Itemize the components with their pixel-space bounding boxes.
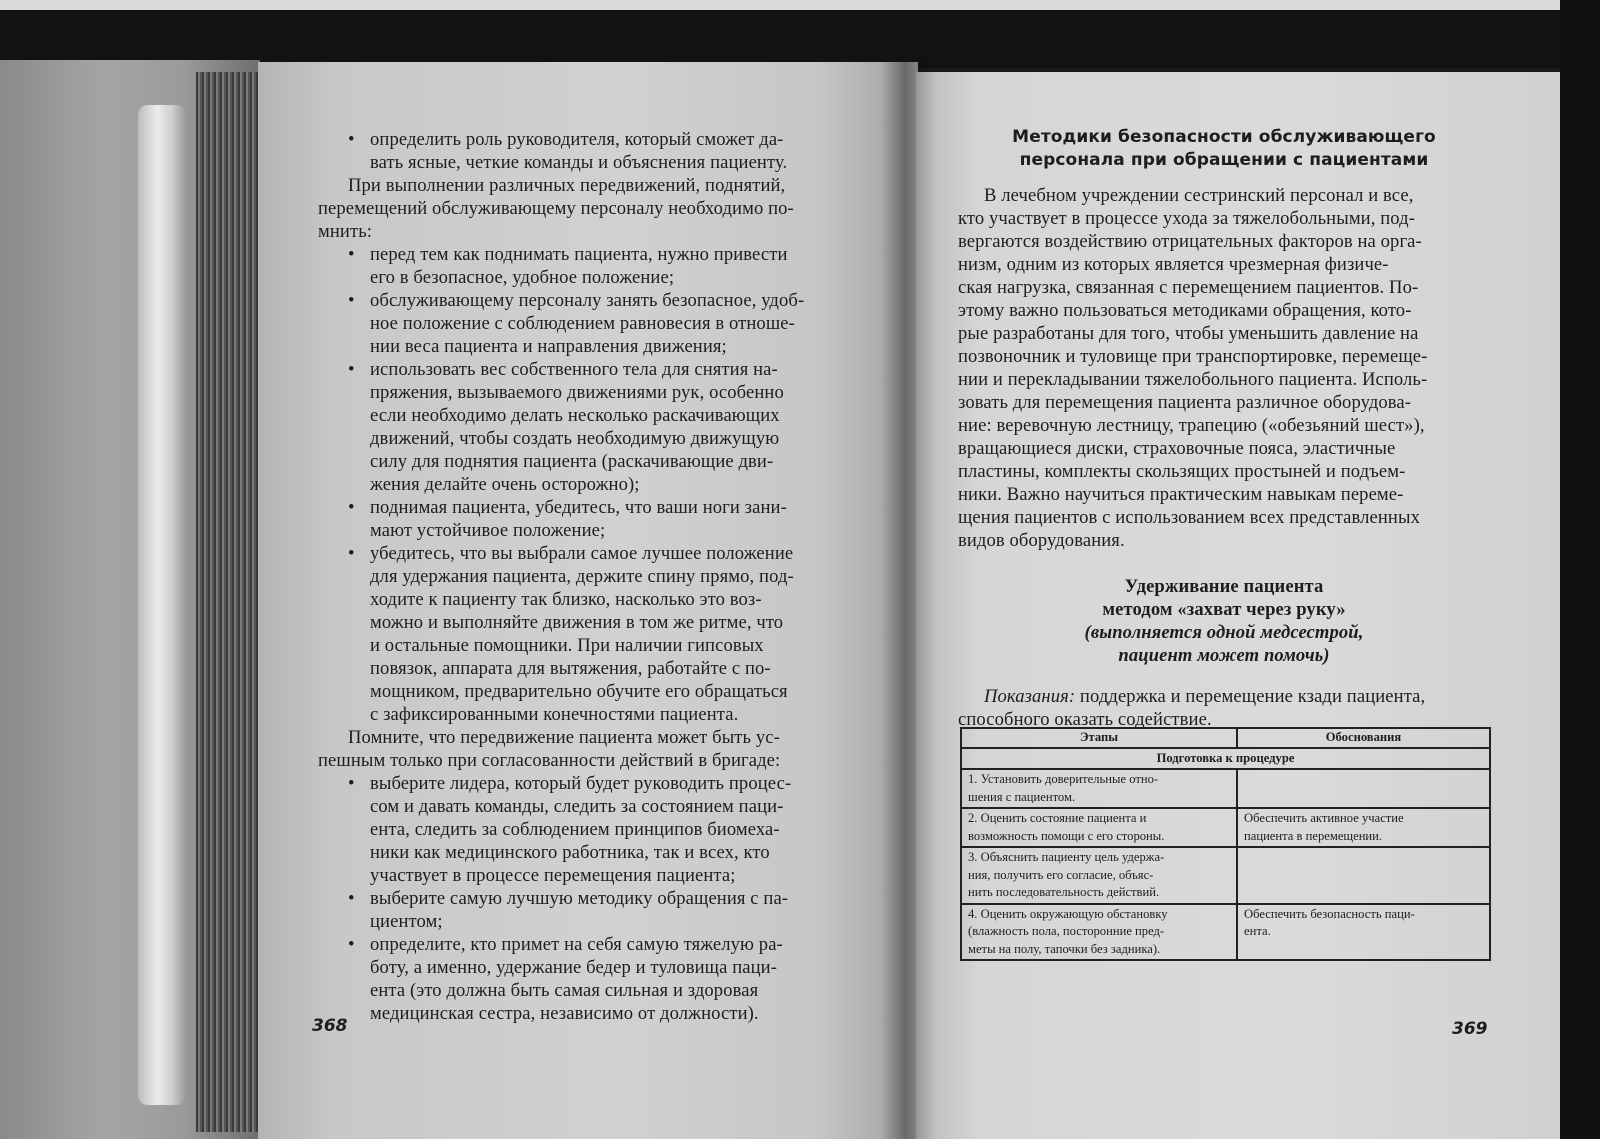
text-line: мощником, предварительно обучите его обращаться xyxy=(370,681,788,702)
text-line: этому важно пользоваться методиками обращения, кото- xyxy=(958,300,1412,321)
text-line: для удержания пациента, держите спину прямо, под- xyxy=(370,566,794,587)
text-line: с зафиксированными конечностями пациента. xyxy=(370,704,739,725)
scanner-edge-right xyxy=(1560,0,1600,1139)
text-line: При выполнении различных передвижений, поднятий, xyxy=(348,175,786,196)
text-line: • поднимая пациента, убедитесь, что ваши ноги зани- xyxy=(348,497,787,518)
intro-paragraph xyxy=(958,184,1490,552)
indications-text: способного оказать содействие. xyxy=(958,709,1212,730)
text-line: его в безопасное, удобное положение; xyxy=(370,267,675,288)
text-line: силу для поднятия пациента (раскачивающие дви- xyxy=(370,451,774,472)
bullet-icon: • xyxy=(348,244,355,265)
table-row xyxy=(961,769,1490,808)
subsection-title xyxy=(958,575,1490,621)
text-line: • использовать вес собственного тела для снятия на- xyxy=(348,359,778,380)
text-line: позвоночник и туловище при транспортировке, перемеще- xyxy=(958,346,1428,367)
text-line: зовать для перемещения пациента различное оборудова- xyxy=(958,392,1412,413)
step-cell xyxy=(961,808,1237,847)
text-line: ская нагрузка, связанная с перемещением пациентов. По- xyxy=(958,277,1419,298)
reason-line: Обеспечить активное участие xyxy=(1244,811,1404,825)
indications xyxy=(958,685,1490,731)
text-line: и остальные помощники. При наличии гипсовых xyxy=(370,635,764,656)
bullet-icon: • xyxy=(348,290,355,311)
text-line: мают устойчивое положение; xyxy=(370,520,606,541)
table-row xyxy=(961,808,1490,847)
table-header-row xyxy=(961,728,1490,748)
text-line: • выберите самую лучшую методику обращения с па- xyxy=(348,888,789,909)
indications-label: Показания: xyxy=(984,686,1076,707)
step-line: 1. Установить доверительные отно- xyxy=(968,772,1159,786)
text-line: вать ясные, четкие команды и объяснения пациенту. xyxy=(370,152,788,173)
step-cell xyxy=(961,904,1237,961)
page-edges xyxy=(196,72,260,1132)
text-line: ники. Важно научиться практическим навыкам переме- xyxy=(958,484,1404,505)
subtitle-line: методом «захват через руку» xyxy=(1102,599,1346,620)
right-page-text xyxy=(958,126,1490,731)
step-line: шения с пациентом. xyxy=(968,789,1076,804)
reason-cell xyxy=(1237,847,1490,904)
bullet-icon: • xyxy=(348,888,355,909)
text-line: Помните, что передвижение пациента может быть ус- xyxy=(348,727,780,748)
text-line: кто участвует в процессе ухода за тяжелобольными, под- xyxy=(958,208,1415,229)
text-line: В лечебном учреждении сестринский персонал и все, xyxy=(984,185,1414,206)
text-line: нии веса пациента и направления движения; xyxy=(370,336,727,357)
text-line: ента, следить за соблюдением принципов биомеха- xyxy=(370,819,780,840)
text-line: низм, одним из которых является чрезмерная физиче- xyxy=(958,254,1389,275)
text-line: боту, а именно, удержание бедер и туловища паци- xyxy=(370,957,777,978)
scanner-edge xyxy=(0,0,1600,10)
text-line: вергаются воздействию отрицательных факторов на орга- xyxy=(958,231,1422,252)
text-line: ние: веревочную лестницу, трапецию («обезьяний шест»), xyxy=(958,415,1425,436)
column-header: Обоснования xyxy=(1237,728,1490,748)
text-line: рые разработаны для того, чтобы уменьшить давление на xyxy=(958,323,1419,344)
text-line: • перед тем как поднимать пациента, нужно привести xyxy=(348,244,788,265)
text-line: ходите к пациенту так близко, насколько это воз- xyxy=(370,589,762,610)
text-line: видов оборудования. xyxy=(958,530,1125,551)
book-gutter xyxy=(880,62,936,1139)
step-line: 3. Объяснить пациенту цель удержа- xyxy=(968,850,1165,864)
indications-text: поддержка и перемещение кзади пациента, xyxy=(1075,686,1426,707)
title-line: персонала при обращении с пациентами xyxy=(1019,150,1429,170)
step-line: ния, получить его согласие, объяс- xyxy=(968,867,1154,882)
text-line: • обслуживающему персоналу занять безопасное, удоб- xyxy=(348,290,805,311)
page-number-left: 368 xyxy=(312,1016,348,1036)
reason-cell xyxy=(1237,904,1490,961)
step-cell xyxy=(961,769,1237,808)
text-line: • убедитесь, что вы выбрали самое лучшее положение xyxy=(348,543,794,564)
text-line: можно и выполняйте движения в том же ритме, что xyxy=(370,612,784,633)
text-line: циентом; xyxy=(370,911,443,932)
bullet-icon: • xyxy=(348,773,355,794)
bullet-icon: • xyxy=(348,543,355,564)
step-line: возможность помощи с его стороны. xyxy=(968,828,1165,843)
subtitle-note-line: (выполняется одной медсестрой, xyxy=(1084,622,1364,643)
text-line: нии и перекладывании тяжелобольного пациента. Исполь- xyxy=(958,369,1428,390)
text-line: • определить роль руководителя, который сможет да- xyxy=(348,129,784,150)
bullet-icon: • xyxy=(348,359,355,380)
left-page-text xyxy=(318,128,848,1025)
text-line: пешным только при согласованности действий в бригаде: xyxy=(318,750,781,771)
reason-line: пациента в перемещении. xyxy=(1244,828,1383,843)
bullet-icon: • xyxy=(348,934,355,955)
table-section-row xyxy=(961,748,1490,770)
reason-cell xyxy=(1237,769,1490,808)
text-line: ента (это должна быть самая сильная и здоровая xyxy=(370,980,759,1001)
text-line: ное положение с соблюдением равновесия в отноше- xyxy=(370,313,795,334)
step-line: меты на полу, тапочки без задника). xyxy=(968,941,1161,956)
step-line: нить последовательность действий. xyxy=(968,885,1160,899)
text-line: медицинская сестра, независимо от должности). xyxy=(370,1003,759,1024)
step-line: 4. Оценить окружающую обстановку xyxy=(968,906,1168,921)
text-line: • определите, кто примет на себя самую тяжелую ра- xyxy=(348,934,783,955)
text-line: ники как медицинского работника, так и всех, кто xyxy=(370,842,770,863)
title-line: Методики безопасности обслуживающего xyxy=(1012,127,1436,147)
reason-line: ента. xyxy=(1244,924,1271,938)
section-caption: Подготовка к процедуре xyxy=(961,748,1490,770)
table-row xyxy=(961,847,1490,904)
text-line: жения делайте очень осторожно); xyxy=(370,474,640,495)
subsection-note xyxy=(958,621,1490,667)
step-cell xyxy=(961,847,1237,904)
text-line: пластины, комплекты скользящих простыней и подъем- xyxy=(958,461,1406,482)
section-title xyxy=(958,126,1490,172)
step-line: (влажность пола, посторонние пред- xyxy=(968,924,1165,938)
text-line: мнить: xyxy=(318,221,373,242)
text-line: вращающиеся диски, страховочные пояса, эластичные xyxy=(958,438,1396,459)
text-line: сом и давать команды, следить за состоянием паци- xyxy=(370,796,784,817)
page-number-right: 369 xyxy=(1452,1019,1488,1039)
text-line: щения пациентов с использованием всех представленных xyxy=(958,507,1420,528)
subtitle-note-line: пациент может помочь) xyxy=(1118,645,1330,666)
column-header: Этапы xyxy=(961,728,1237,748)
text-line: пряжения, вызываемого движениями рук, особенно xyxy=(370,382,784,403)
reason-line: Обеспечить безопасность паци- xyxy=(1244,906,1415,921)
text-line: • выберите лидера, который будет руководить процес- xyxy=(348,773,792,794)
step-line: 2. Оценить состояние пациента и xyxy=(968,811,1147,825)
bullet-icon: • xyxy=(348,497,355,518)
bullet-icon: • xyxy=(348,129,355,150)
text-line: если необходимо делать несколько раскачивающих xyxy=(370,405,780,426)
text-line: движений, чтобы создать необходимую движущую xyxy=(370,428,780,449)
procedure-table xyxy=(960,727,1491,961)
table-row xyxy=(961,904,1490,961)
reason-cell xyxy=(1237,808,1490,847)
text-line: повязок, аппарата для вытяжения, работайте с по- xyxy=(370,658,771,679)
text-line: перемещений обслуживающему персоналу необходимо по- xyxy=(318,198,794,219)
book-spine xyxy=(138,105,186,1105)
subtitle-line: Удерживание пациента xyxy=(1124,576,1324,597)
text-line: участвует в процессе перемещения пациента; xyxy=(370,865,736,886)
